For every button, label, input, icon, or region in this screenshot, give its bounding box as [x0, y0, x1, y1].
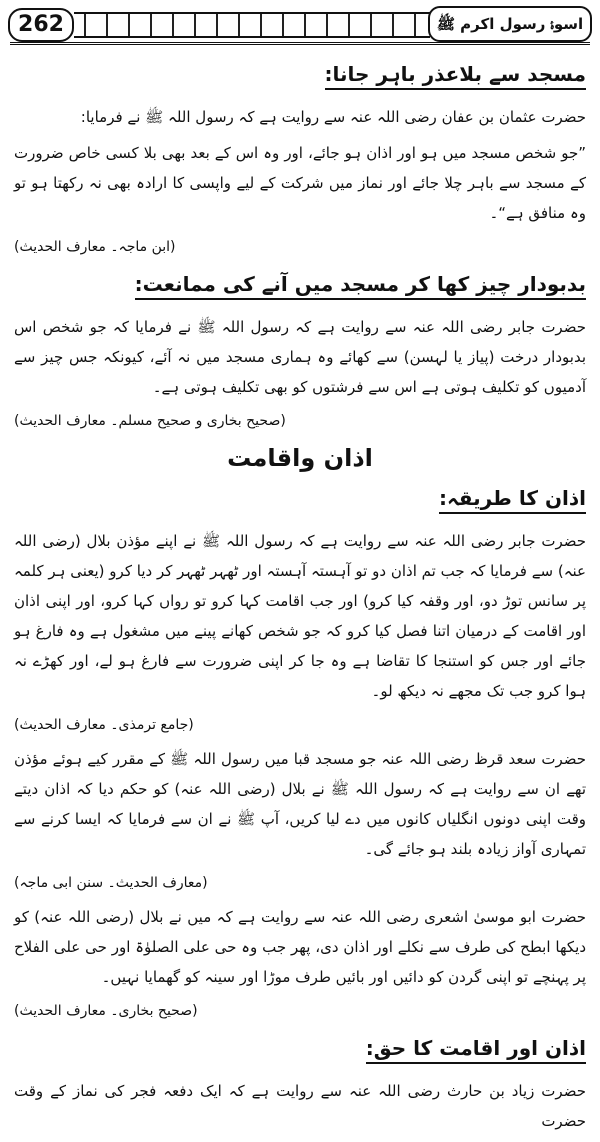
reference: (صحیح بخاری و صحیح مسلم۔ معارف الحدیث)	[14, 413, 286, 429]
paragraph: حضرت زیاد بن حارث رضی اللہ عنہ سے روایت ہے کہ ایک دفعہ فجر کی نماز کے وقت حضرت	[14, 1082, 586, 1130]
hadith-quote: ”جو شخص مسجد میں ہو اور اذان ہو جائے، اور وہ اس کے بعد بھی بلا کسی خاص ضرورت کے مسجد سے باہر چلا جائے اور نماز میں شرکت کے لیے واپسی کا ارادہ بھی نہ رکھتا ہو تو وہ منافق ہے“۔	[14, 144, 586, 222]
section-heading: بدبودار چیز کھا کر مسجد میں آنے کی ممانعت:	[135, 272, 586, 300]
page-body	[14, 54, 586, 1142]
paragraph: حضرت جابر رضی اللہ عنہ سے روایت ہے کہ رسول اللہ ﷺ نے اپنے مؤذن بلال (رضی اللہ عنہ) سے فرمایا کہ جب تم اذان دو تو آہستہ آہستہ اور ٹھہر ٹھہر کر دیا کرو (یعنی ہر کلمہ پر سانس توڑ دو، اور وقفہ کیا کرو) اور جب اقامت کہا کرو تو رواں کہا کرو، اور اپنی اذان اور اقامت کے درمیان اتنا فصل کیا کرو کہ جو شخص کھانے پینے میں مشغول ہے وہ فارغ ہو جائے اور جس کو استنجا کا تقاضا ہے وہ جا کر اپنی ضرورت سے فارغ ہو لے، اور کھڑے نہ ہوا کرو جب تک مجھے نہ دیکھ لو۔	[14, 532, 586, 700]
paragraph: حضرت ابو موسیٰ اشعری رضی اللہ عنہ سے روایت ہے کہ میں نے بلال (رضی اللہ عنہ) کو دیکھا ابطح کی طرف سے نکلے اور اذان دی، پھر جب وہ حی علی الصلوٰۃ اور حی علی الفلاح پر پہنچے تو اپنی گردن کو دائیں اور بائیں طرف موڑا اور سینہ کو گھمایا نہیں۔	[14, 908, 586, 986]
paragraph: حضرت عثمان بن عفان رضی اللہ عنہ سے روایت ہے کہ رسول اللہ ﷺ نے فرمایا:	[80, 108, 586, 126]
reference: (ابن ماجہ۔ معارف الحدیث)	[14, 239, 176, 255]
header-rule	[10, 42, 590, 45]
chapter-title: اذان واقامت	[227, 444, 373, 472]
section-heading: اذان کا طریقہ:	[439, 486, 586, 514]
page-number: 262	[8, 8, 74, 42]
book-title: اسوۂ رسول اکرم ﷺ	[428, 6, 592, 42]
paragraph: حضرت سعد قرظ رضی اللہ عنہ جو مسجد قبا میں رسول اللہ ﷺ کے مقرر کیے ہوئے مؤذن تھے ان سے روایت ہے کہ رسول اللہ ﷺ نے بلال (رضی اللہ عنہ) کو حکم دیا کہ اذان دیتے وقت اپنی دونوں انگلیاں کانوں میں دے لیا کریں، آپ ﷺ نے ان سے فرمایا کہ ایسا کرنے سے تمہاری آواز زیادہ بلند ہو جائے گی۔	[14, 750, 586, 858]
paragraph: حضرت جابر رضی اللہ عنہ سے روایت ہے کہ رسول اللہ ﷺ نے فرمایا کہ جو شخص اس بدبودار درخت (پیاز یا لہسن) سے کھائے وہ ہماری مسجد میں نہ آئے، کیونکہ جس چیز سے آدمیوں کو تکلیف ہوتی ہے اس سے فرشتوں کو بھی تکلیف ہوتی ہے۔	[14, 318, 586, 396]
page-header	[8, 6, 592, 42]
section-heading: اذان اور اقامت کا حق:	[366, 1036, 586, 1064]
reference: (صحیح بخاری۔ معارف الحدیث)	[14, 1003, 198, 1019]
ornamental-border	[74, 12, 430, 38]
section-heading: مسجد سے بلاعذر باہر جانا:	[325, 62, 586, 90]
reference: (معارف الحدیث۔ سنن ابی ماجہ)	[14, 875, 208, 891]
reference: (جامع ترمذی۔ معارف الحدیث)	[14, 717, 194, 733]
